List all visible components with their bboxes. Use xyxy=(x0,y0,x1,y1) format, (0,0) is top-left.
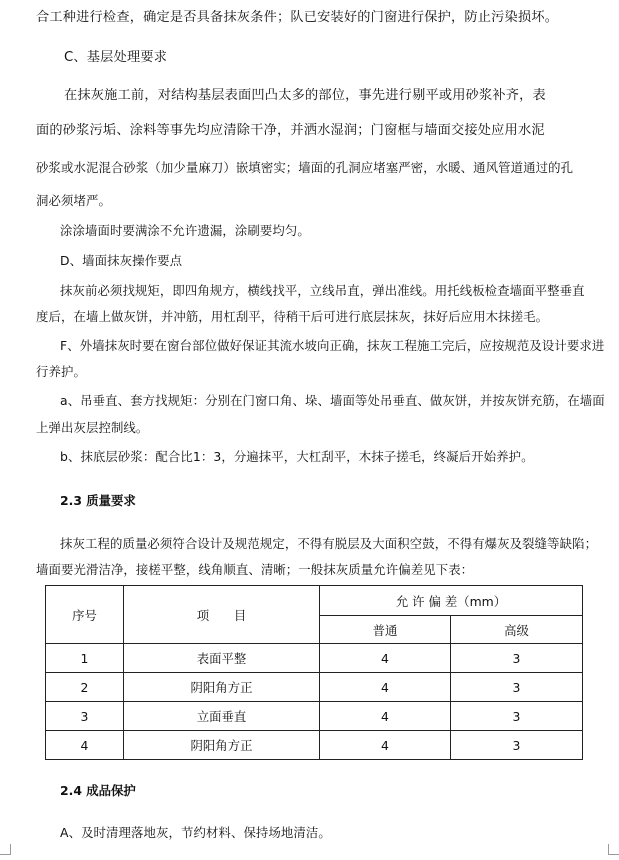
header-cell-item: 项 目 xyxy=(124,586,320,644)
paragraph-line: 抹灰工程的质量必须符合设计及规范规定，不得有脱层及大面积空鼓，不得有爆灰及裂缝等缺陷； xyxy=(60,536,598,551)
tolerance-table xyxy=(45,585,583,760)
table-cell-normal: 4 xyxy=(320,673,451,702)
table-cell-item: 阴阳角方正 xyxy=(124,673,320,702)
section-heading-protection: 2.4 成品保护 xyxy=(60,783,136,798)
paragraph-line: 在抹灰施工前，对结构基层表面凹凸太多的部位，事先进行剔平或用砂浆补齐，表 xyxy=(64,88,546,103)
paragraph-line: F、外墙抹灰时要在窗台部位做好保证其流水坡向正确，抹灰工程施工完后，应按规范及设计要求进 xyxy=(60,338,605,353)
header-cell-high: 高级 xyxy=(451,616,583,644)
paragraph-line: 行养护。 xyxy=(36,364,86,379)
table-cell-no: 1 xyxy=(46,644,124,673)
paragraph-line: 度后，在墙上做灰饼，并冲筋，用杠刮平，待稍干后可进行底层抹灰，抹好后应用木抹搓毛。 xyxy=(36,309,549,324)
paragraph-line: 洞必须堵严。 xyxy=(36,193,111,208)
table-cell-high: 3 xyxy=(451,702,583,731)
table-cell-high: 3 xyxy=(451,731,583,760)
paragraph-line: 面的砂浆污垢、涂料等事先均应清除干净，并洒水湿润；门窗框与墙面交接处应用水泥 xyxy=(36,123,545,138)
paragraph-line: 墙面要光滑洁净，接槎平整，线角顺直、清晰；一般抹灰质量允许偏差见下表： xyxy=(36,562,474,577)
paragraph-line: 合工种进行检查，确定是否具备抹灰条件；队已安装好的门窗进行保护，防止污染损坏。 xyxy=(36,10,559,25)
section-heading-c: C、基层处理要求 xyxy=(64,50,168,65)
table-cell-normal: 4 xyxy=(320,731,451,760)
table-cell-item: 立面垂直 xyxy=(124,702,320,731)
table-cell-item: 表面平整 xyxy=(124,644,320,673)
paragraph-line: 涂涂墙面时要满涂不允许遗漏，涂刷要均匀。 xyxy=(60,223,310,238)
paragraph-line: A、及时清理落地灰，节约材料、保持场地清洁。 xyxy=(60,825,331,840)
table-cell-high: 3 xyxy=(451,673,583,702)
table-cell-no: 3 xyxy=(46,702,124,731)
table-row xyxy=(46,673,583,702)
table-cell-high: 3 xyxy=(451,644,583,673)
page-corner-mark xyxy=(0,844,11,855)
table-row xyxy=(46,644,583,673)
paragraph-line: b、抹底层砂浆：配合比1：3，分遍抹平，大杠刮平，木抹子搓毛，终凝后开始养护。 xyxy=(60,449,534,464)
paragraph-line: 抹灰前必须找规矩，即四角规方，横线找平，立线吊直，弹出准线。用托线板检查墙面平整垂直 xyxy=(60,283,585,298)
table-cell-normal: 4 xyxy=(320,644,451,673)
table-row xyxy=(46,702,583,731)
table-cell-normal: 4 xyxy=(320,702,451,731)
table-cell-no: 4 xyxy=(46,731,124,760)
paragraph-line: 砂浆或水泥混合砂浆（加少量麻刀）嵌填密实；墙面的孔洞应堵塞严密，水暖、通风管道通过的孔 xyxy=(36,160,574,175)
table-row xyxy=(46,731,583,760)
header-cell-no: 序号 xyxy=(46,586,124,644)
header-cell-normal: 普通 xyxy=(320,616,451,644)
table-cell-no: 2 xyxy=(46,673,124,702)
section-heading-d: D、墙面抹灰操作要点 xyxy=(60,253,183,268)
section-heading-quality: 2.3 质量要求 xyxy=(60,493,136,508)
paragraph-line: a、吊垂直、套方找规矩：分别在门窗口角、垛、墙面等处吊垂直、做灰饼，并按灰饼充筋，在墙面 xyxy=(60,393,605,408)
table-cell-item: 阴阳角方正 xyxy=(124,731,320,760)
page-corner-mark xyxy=(608,844,619,855)
paragraph-line: 上弹出灰层控制线。 xyxy=(36,420,149,435)
header-cell-tolerance: 允 许 偏 差（mm） xyxy=(320,586,583,616)
